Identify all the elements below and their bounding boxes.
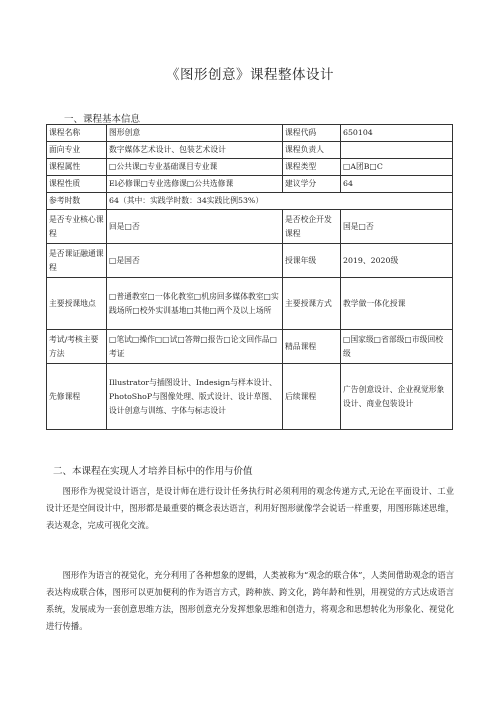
row-label: 主要授课方式 — [283, 278, 341, 330]
table-row — [47, 364, 453, 430]
table-row — [47, 278, 453, 330]
row-label: 建议学分 — [283, 176, 341, 193]
row-value: Illustrator与插图设计、Indesign与样本设计、PhotoShoP与图像处理、版式设计、设计草图、设计创意与训练、字体与标志设计 — [107, 364, 283, 430]
row-label: 是否校企开发课程 — [283, 210, 341, 244]
table-row — [47, 244, 453, 278]
table-row — [47, 125, 453, 142]
row-label: 精品课程 — [283, 330, 341, 364]
row-value: 国是□否 — [341, 210, 453, 244]
row-label: 面向专业 — [47, 142, 107, 159]
row-value: El必修课□专业选修课□公共选修课 — [107, 176, 283, 193]
row-value: 2019、2020级 — [341, 244, 453, 278]
row-value: □A团B□C — [341, 159, 453, 176]
row-label: 后续课程 — [283, 364, 341, 430]
row-value: 图形创意 — [107, 125, 283, 142]
row-label: 是否课证融通课程 — [47, 244, 107, 278]
paragraph: 图形作为视觉设计语言，是设计师在进行设计任务执行时必须利用的观念传递方式,无论在平面设计、工业设计还是空间设计中，图形都是最重要的概念表达语言，利用好图形就像学会说话一样重要，用图形陈述思维，表达观念，完成可视化交流。 — [46, 486, 454, 530]
row-value: □笔试□操作□□试□答辩□报告□论文回作品□考证 — [107, 330, 283, 364]
section-heading-role-value: 二、本课程在实现人才培养目标中的作用与价值 — [53, 466, 253, 477]
row-value: □国家级□省部级□市级回校级 — [341, 330, 453, 364]
row-label: 主要授课地点 — [47, 278, 107, 330]
row-label: 考试/考核主要方法 — [47, 330, 107, 364]
row-label: 课程名称 — [47, 125, 107, 142]
row-label: 是否专业核心课程 — [47, 210, 107, 244]
row-label: 课程性质 — [47, 176, 107, 193]
table-row — [47, 193, 453, 210]
row-label: 课程属性 — [47, 159, 107, 176]
row-value: 教学做一体化授课 — [341, 278, 453, 330]
row-label: 参考时数 — [47, 193, 107, 210]
row-label: 课程负责人 — [283, 142, 341, 159]
row-label: 课程类型 — [283, 159, 341, 176]
table-row — [47, 330, 453, 364]
section-heading-basic-info: 一、课程基本信息 — [64, 114, 141, 125]
page-title: 《图形创意》课程整体设计 — [166, 67, 334, 83]
course-info-table — [46, 124, 453, 430]
row-value: 回是□否 — [107, 210, 283, 244]
row-label: 授课年级 — [283, 244, 341, 278]
row-label: 课程代码 — [283, 125, 341, 142]
row-label: 先修课程 — [47, 364, 107, 430]
row-value: □普通教室□一体化教室□机房回多媒体教室□实践场所□校外实训基地□其他□两个及以上场所 — [107, 278, 283, 330]
paragraph: 图形作为语言的视觉化，充分利用了各种想象的逻辑，人类被称为“观念的联合体”，人类间借助观念的语言表达构成联合体，图形可以更加便利的作为语言方式，跨种族、跨文化，跨年龄和性别，用视觉的方式达成语言系统，发展成为一套创意思维方法，图形创意充分发挥想象思维和创造力，将观念和思想转化为形象化、视觉化进行传播。 — [46, 570, 454, 631]
row-value — [341, 142, 453, 159]
table-row — [47, 210, 453, 244]
row-value: □公共课□专业基础课目专业课 — [107, 159, 283, 176]
row-value: □是国否 — [107, 244, 283, 278]
row-value: 64 — [341, 176, 453, 193]
row-value: 数字媒体艺术设计、包装艺术设计 — [107, 142, 283, 159]
table-row — [47, 142, 453, 159]
row-value: 64（其中：实践学时数：34实践比例53%） — [107, 193, 453, 210]
table-row — [47, 176, 453, 193]
row-value: 广告创意设计、企业视觉形象设计、商业包装设计 — [341, 364, 453, 430]
row-value: 650104 — [341, 125, 453, 142]
table-row — [47, 159, 453, 176]
